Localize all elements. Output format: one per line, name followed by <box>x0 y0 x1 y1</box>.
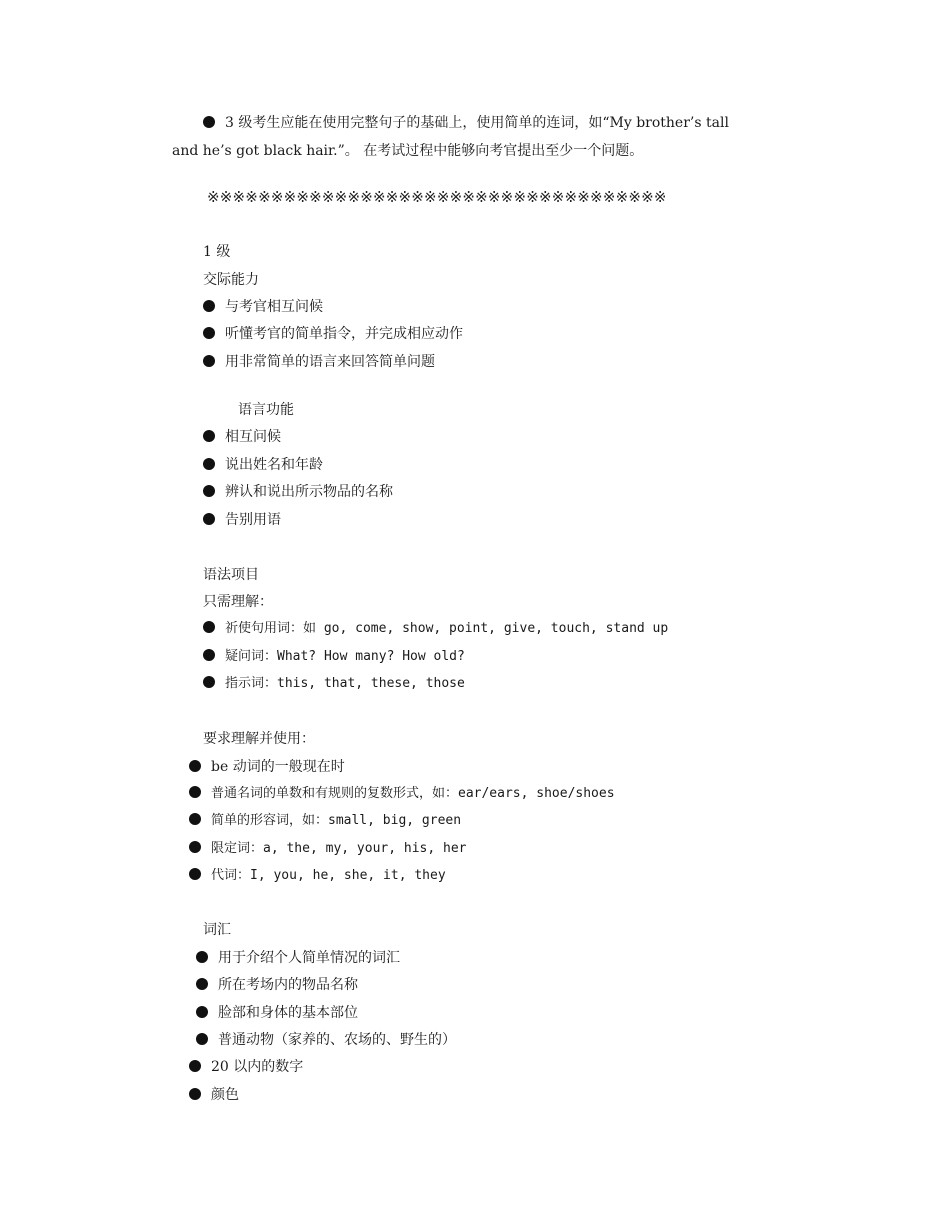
list-item: 20 以内的数字 <box>189 1058 303 1076</box>
list-item: be 动词的一般现在时 <box>189 758 345 776</box>
bullet-icon <box>189 786 201 798</box>
grammar-understand-heading: 只需理解： <box>203 594 273 610</box>
bullet-icon <box>203 649 215 661</box>
list-item: 疑问词：What? How many? How old? <box>203 648 465 666</box>
list-item: 普通动物（家养的、农场的、野生的） <box>196 1031 456 1049</box>
list-item: 脸部和身体的基本部位 <box>196 1004 358 1022</box>
list-item: 说出姓名和年龄 <box>203 456 323 474</box>
bullet-icon <box>196 1033 208 1045</box>
list-item: 指示词：this, that, these, those <box>203 675 465 693</box>
list-item: 代词：I, you, he, she, it, they <box>189 867 446 885</box>
intro-line-2: and he’s got black hair.”。 在考试过程中能够向考官提出至少一个问题。 <box>172 143 644 159</box>
list-item: 颜色 <box>189 1086 239 1104</box>
bullet-icon <box>196 951 208 963</box>
list-item: 用非常简单的语言来回答简单问题 <box>203 353 435 371</box>
bullet-icon <box>203 300 215 312</box>
level-heading: 1 级 <box>203 244 231 260</box>
vocabulary-heading: 词汇 <box>203 922 231 938</box>
bullet-icon <box>203 676 215 688</box>
grammar-heading: 语法项目 <box>203 567 259 583</box>
list-item: 祈使句用词：如 go, come, show, point, give, touch, stand up <box>203 620 668 638</box>
list-item: 所在考场内的物品名称 <box>196 976 358 994</box>
bullet-icon <box>189 1088 201 1100</box>
bullet-icon <box>203 621 215 633</box>
bullet-icon <box>196 1006 208 1018</box>
list-item: 听懂考官的简单指令，并完成相应动作 <box>203 325 463 343</box>
bullet-icon <box>196 978 208 990</box>
intro-line-1: 3 级考生应能在使用完整句子的基础上，使用简单的连词，如“My brother’s tall <box>225 115 729 131</box>
bullet-icon <box>203 116 215 128</box>
list-item: 限定词：a, the, my, your, his, her <box>189 840 467 858</box>
bullet-icon <box>189 760 201 772</box>
list-item: 普通名词的单数和有规则的复数形式，如：ear/ears, shoe/shoes <box>189 785 615 803</box>
bullet-icon <box>203 355 215 367</box>
list-item: 辨认和说出所示物品的名称 <box>203 483 393 501</box>
list-item: 与考官相互问候 <box>203 298 323 316</box>
bullet-icon <box>189 813 201 825</box>
communication-heading: 交际能力 <box>203 272 259 288</box>
list-item: 相互问候 <box>203 428 281 446</box>
bullet-icon <box>203 430 215 442</box>
bullet-icon <box>189 868 201 880</box>
bullet-icon <box>203 327 215 339</box>
list-item: 用于介绍个人简单情况的词汇 <box>196 949 400 967</box>
list-item: 告别用语 <box>203 511 281 529</box>
language-functions-heading: 语言功能 <box>238 402 294 418</box>
intro-item <box>203 114 729 132</box>
separator: ※※※※※※※※※※※※※※※※※※※※※※※※※※※※※※※※※※※※ <box>207 188 667 206</box>
grammar-use-heading: 要求理解并使用： <box>203 731 315 747</box>
bullet-icon <box>189 841 201 853</box>
bullet-icon <box>203 485 215 497</box>
bullet-icon <box>203 513 215 525</box>
bullet-icon <box>203 458 215 470</box>
list-item: 简单的形容词，如：small, big, green <box>189 812 461 830</box>
bullet-icon <box>189 1060 201 1072</box>
